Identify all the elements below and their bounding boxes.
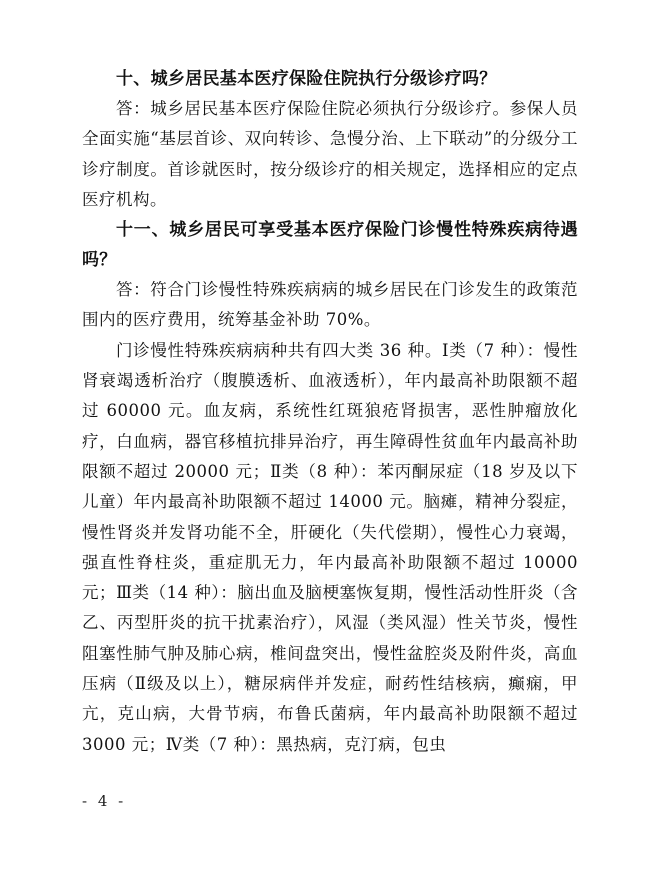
document-body	[82, 64, 578, 760]
section-11-answer: 答：符合门诊慢性特殊疾病病的城乡居民在门诊发生的政策范围内的医疗费用，统筹基金补助 70%。	[82, 280, 578, 330]
section-heading-10: 十、城乡居民基本医疗保险住院执行分级诊疗吗？	[116, 69, 497, 89]
page-number: - 4 -	[82, 792, 127, 810]
section-heading-11: 十一、城乡居民可享受基本医疗保险门诊慢性特殊疾病待遇吗？	[82, 220, 578, 271]
section-10-answer: 答：城乡居民基本医疗保险住院必须执行分级诊疗。参保人员全面实施“基层首诊、双向转诊、急慢分治、上下联动”的分级分工诊疗制度。首诊就医时，按分级诊疗的相关规定，选择相应的定点医疗机构。	[82, 99, 578, 209]
section-11-disease-list: 门诊慢性特殊疾病病种共有四大类 36 种。Ⅰ类（7 种）：慢性肾衰竭透析治疗（腹膜透析、血液透析），年内最高补助限额不超过 60000 元。血友病，系统性红斑狼疮肾损害，恶性肿瘤放化疗，白血病，器官移植抗排异治疗，再生障碍性贫血年内最高补助限额不超过 20000 元；Ⅱ类（8 种）：苯丙酮尿症（18 岁及以下儿童）年内最高补助限额不超过 14000 元。脑瘫，精神分裂症，慢性肾炎并发肾功能不全，肝硬化（失代偿期），慢性心力衰竭，强直性脊柱炎，重症肌无力，年内最高补助限额不超过 10000 元；Ⅲ类（14 种）：脑出血及脑梗塞恢复期，慢性活动性肝炎（含乙、丙型肝炎的抗干扰素治疗），风湿（类风湿）性关节炎，慢性阻塞性肺气肿及肺心病，椎间盘突出，慢性盆腔炎及附件炎，高血压病（Ⅱ级及以上），糖尿病伴并发症，耐药性结核病，癫痫，甲亢，克山病，大骨节病，布鲁氏菌病，年内最高补助限额不超过 3000 元；Ⅳ类（7 种）：黑热病，克汀病，包虫	[82, 340, 578, 754]
